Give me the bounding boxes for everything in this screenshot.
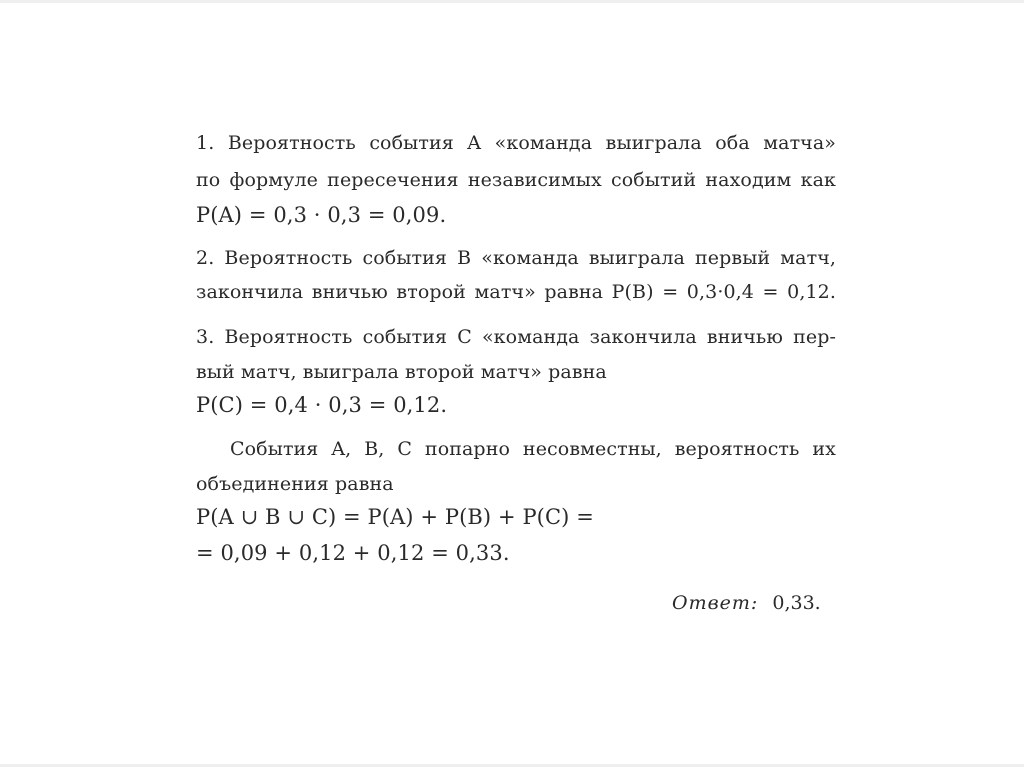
formula-p-c: P(C) = 0,4 · 0,3 = 0,12. [196, 393, 448, 417]
paragraph-4-line-2: объединения равна [196, 473, 394, 495]
paragraph-3-line-1: 3. Вероятность события C «команда закончила вничью пер- [196, 326, 836, 348]
formula-result: = 0,09 + 0,12 + 0,12 = 0,33. [196, 541, 510, 565]
paragraph-2-line-2: закончила вничью второй матч» равна P(B) = 0,3·0,4 = 0,12. [196, 281, 836, 303]
formula-p-a: P(A) = 0,3 · 0,3 = 0,09. [196, 203, 447, 227]
answer-value: 0,33. [772, 592, 821, 614]
answer-label: Ответ: [672, 592, 759, 614]
paragraph-1-line-2: по формуле пересечения независимых событий находим как [196, 169, 836, 191]
paragraph-1-line-1: 1. Вероятность события A «команда выиграла оба матча» [196, 132, 836, 154]
answer [672, 592, 821, 614]
paragraph-3-line-2: вый матч, выиграла второй матч» равна [196, 361, 607, 383]
paragraph-4-line-1: События A, B, C попарно несовместны, вероятность их [230, 438, 836, 460]
paragraph-2-line-1: 2. Вероятность события B «команда выиграла первый матч, [196, 247, 836, 269]
formula-union: P(A ∪ B ∪ C) = P(A) + P(B) + P(C) = [196, 505, 594, 529]
